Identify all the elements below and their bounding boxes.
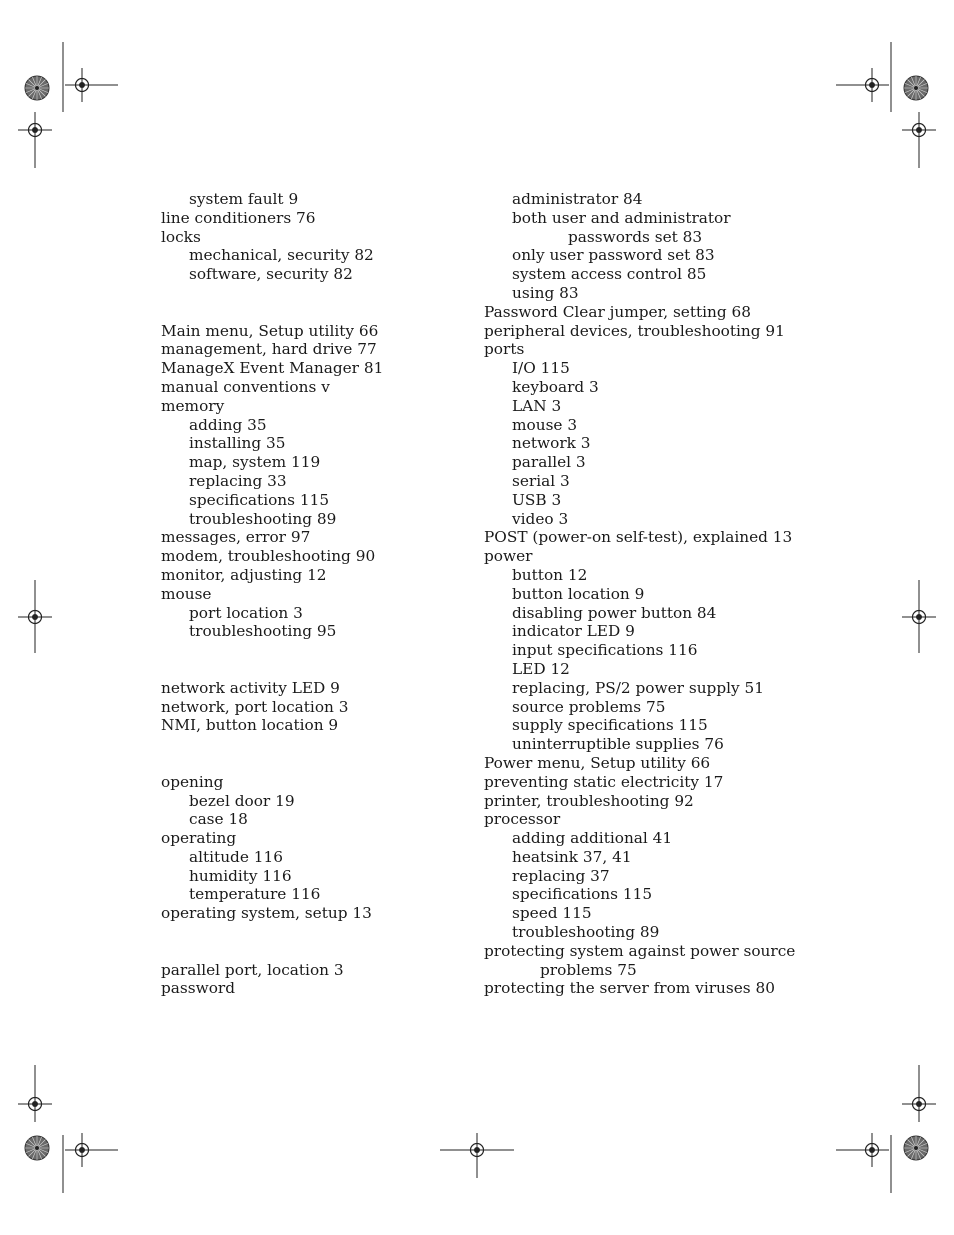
- index-entry: Password Clear jumper, setting 68: [484, 302, 752, 321]
- index-entry: manual conventions v: [161, 377, 330, 396]
- index-subentry: LAN 3: [512, 396, 562, 415]
- index-subentry: passwords set 83: [568, 227, 703, 246]
- index-subentry: speed 115: [512, 904, 592, 923]
- index-subentry: LED 12: [512, 659, 570, 678]
- index-entry: parallel port, location 3: [161, 960, 344, 979]
- index-subentry: replacing 37: [512, 866, 610, 885]
- index-subentry: port location 3: [189, 603, 303, 622]
- index-entry: ManageX Event Manager 81: [161, 359, 384, 378]
- index-entry: operating: [161, 829, 237, 848]
- registration-crosshair: [902, 113, 936, 147]
- index-entry: protecting the server from viruses 80: [484, 979, 775, 998]
- index-subentry: map, system 119: [189, 453, 321, 472]
- index-entry: peripheral devices, troubleshooting 91: [484, 321, 785, 340]
- index-subentry: troubleshooting 95: [189, 622, 337, 641]
- index-entry: protecting system against power source: [484, 941, 796, 960]
- index-subentry: serial 3: [512, 471, 570, 490]
- index-subentry: video 3: [512, 509, 569, 528]
- letter-group-gap: [161, 641, 481, 679]
- index-entry: monitor, adjusting 12: [161, 565, 327, 584]
- index-entry: opening: [161, 772, 224, 791]
- index-entry: network, port location 3: [161, 697, 349, 716]
- index-subentry: USB 3: [512, 490, 562, 509]
- index-subentry: replacing 33: [189, 471, 287, 490]
- index-subentry: keyboard 3: [512, 377, 599, 396]
- index-subentry: button location 9: [512, 584, 645, 603]
- index-subentry: input specifications 116: [512, 641, 698, 660]
- index-subentry: humidity 116: [189, 866, 292, 885]
- index-entry: power: [484, 547, 533, 566]
- index-subentry: temperature 116: [189, 885, 321, 904]
- index-subentry: software, security 82: [189, 265, 353, 284]
- index-subentry: altitude 116: [189, 847, 283, 866]
- registration-star-top-left: [25, 76, 49, 100]
- index-subentry: installing 35: [189, 434, 286, 453]
- index-subentry: mouse 3: [512, 415, 578, 434]
- index-subentry: source problems 75: [512, 697, 666, 716]
- index-subentry: case 18: [189, 810, 248, 829]
- registration-crosshair: [18, 1087, 52, 1121]
- index-subentry: troubleshooting 89: [512, 923, 660, 942]
- index-subentry: disabling power button 84: [512, 603, 717, 622]
- index-subentry: specifications 115: [189, 490, 330, 509]
- registration-crosshair: [18, 113, 52, 147]
- index-entry: POST (power-on self-test), explained 13: [484, 528, 793, 547]
- registration-crosshair: [902, 1087, 936, 1121]
- index-entry: password: [161, 979, 236, 998]
- letter-group-gap: [161, 735, 481, 773]
- index-subentry: troubleshooting 89: [189, 509, 337, 528]
- index-entry: NMI, button location 9: [161, 716, 339, 735]
- index-subentry: specifications 115: [512, 885, 653, 904]
- registration-crosshair: [902, 600, 936, 634]
- index-entry: operating system, setup 13: [161, 904, 372, 923]
- index-entry: Main menu, Setup utility 66: [161, 321, 379, 340]
- index-subentry: bezel door 19: [189, 791, 295, 810]
- registration-crosshair: [18, 600, 52, 634]
- index-subentry: heatsink 37, 41: [512, 847, 632, 866]
- index-subentry: parallel 3: [512, 453, 586, 472]
- index-subentry: I/O 115: [512, 359, 570, 378]
- letter-group-gap: [161, 923, 481, 961]
- registration-star-bottom-right: [904, 1136, 928, 1160]
- index-subentry: indicator LED 9: [512, 622, 635, 641]
- index-subentry: system access control 85: [512, 265, 707, 284]
- index-entry: preventing static electricity 17: [484, 772, 724, 791]
- registration-star-bottom-left: [25, 1136, 49, 1160]
- index-entry: line conditioners 76: [161, 208, 316, 227]
- index-subentry: both user and administrator: [512, 208, 731, 227]
- index-entry: locks: [161, 227, 201, 246]
- index-entry: management, hard drive 77: [161, 340, 377, 359]
- index-entry: modem, troubleshooting 90: [161, 547, 376, 566]
- registration-star-top-right: [904, 76, 928, 100]
- index-subentry: using 83: [512, 283, 579, 302]
- index-subentry: system fault 9: [189, 190, 299, 208]
- letter-group-gap: [161, 284, 481, 322]
- index-subentry: supply specifications 115: [512, 716, 708, 735]
- index-subentry: uninterruptible supplies 76: [512, 735, 724, 754]
- index-subentry: adding additional 41: [512, 829, 673, 848]
- index-subentry: administrator 84: [512, 190, 643, 208]
- index-entry: printer, troubleshooting 92: [484, 791, 694, 810]
- index-subentry: problems 75: [540, 960, 637, 979]
- index-subentry: mechanical, security 82: [189, 246, 374, 265]
- index-subentry: button 12: [512, 565, 588, 584]
- index-subentry: only user password set 83: [512, 246, 715, 265]
- index-entry: mouse: [161, 584, 212, 603]
- index-entry: memory: [161, 396, 225, 415]
- index-entry: ports: [484, 340, 525, 359]
- index-column-right: [484, 190, 804, 998]
- index-entry: network activity LED 9: [161, 678, 340, 697]
- index-entry: Power menu, Setup utility 66: [484, 753, 711, 772]
- index-entry: messages, error 97: [161, 528, 311, 547]
- index-subentry: replacing, PS/2 power supply 51: [512, 678, 764, 697]
- index-entry: processor: [484, 810, 561, 829]
- index-subentry: adding 35: [189, 415, 267, 434]
- index-column-left: [161, 190, 481, 998]
- index-subentry: network 3: [512, 434, 591, 453]
